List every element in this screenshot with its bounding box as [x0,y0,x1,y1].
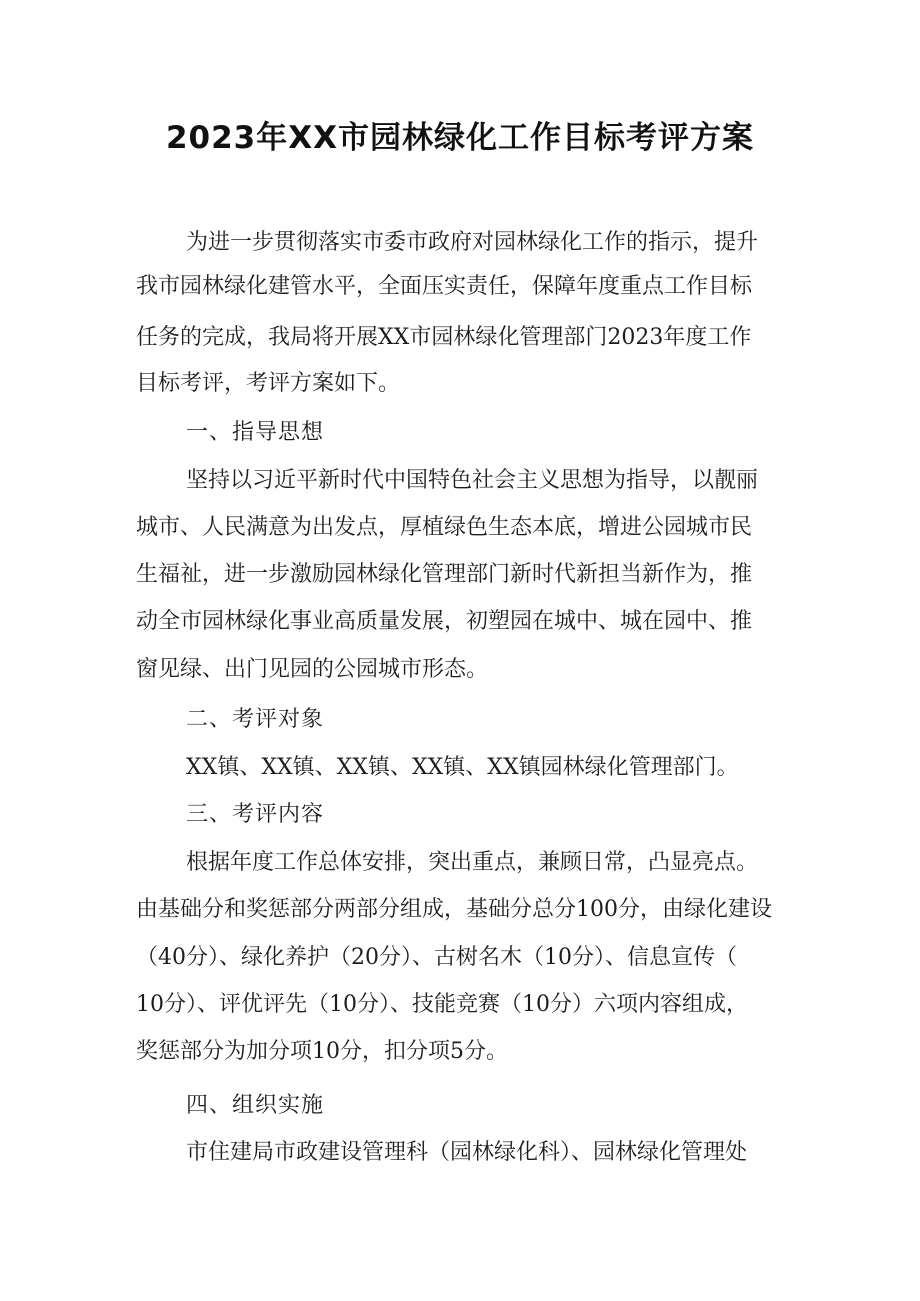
paragraph-line: 城市、人民满意为出发点，厚植绿色生态本底，增进公园城市民 [136,515,753,540]
paragraph-line: 我市园林绿化建管水平，全面压实责任，保障年度重点工作目标 [136,274,753,299]
paragraph-line: 10分）、评优评先（10分）、技能竞赛（10分）六项内容组成， [136,992,748,1017]
section-heading: 四、组织实施 [186,1093,325,1118]
paragraph-line: 动全市园林绿化事业高质量发展，初塑园在城中、城在园中、推 [136,609,753,634]
paragraph-line: 坚持以习近平新时代中国特色社会主义思想为指导，以靓丽 [186,468,759,493]
paragraph-line: 奖惩部分为加分项10分，扣分项5分。 [136,1039,508,1064]
document-title: 2023年XX市园林绿化工作目标考评方案 [165,120,755,156]
section-heading: 三、考评内容 [186,802,325,827]
section-heading: 二、考评对象 [186,707,325,732]
paragraph-line: （40分）、绿化养护（20分）、古树名木（10分）、信息宣传（ [136,945,737,970]
paragraph-line: 目标考评，考评方案如下。 [136,371,401,396]
paragraph-line: 窗见绿、出门见园的公园城市形态。 [136,657,489,682]
paragraph-line: 生福祉，进一步激励园林绿化管理部门新时代新担当新作为，推 [136,562,753,587]
paragraph-line: 根据年度工作总体安排，突出重点，兼顾日常，凸显亮点。 [186,850,759,875]
paragraph-line: 市住建局市政建设管理科（园林绿化科）、园林绿化管理处 [186,1140,748,1165]
paragraph-line: 由基础分和奖惩部分两部分组成，基础分总分100分，由绿化建设 [136,897,772,922]
section-heading: 一、指导思想 [186,420,325,445]
paragraph-line: XX镇、XX镇、XX镇、XX镇、XX镇园林绿化管理部门。 [186,755,739,780]
paragraph-line: 为进一步贯彻落实市委市政府对园林绿化工作的指示，提升 [186,230,759,255]
paragraph-line: 任务的完成，我局将开展XX市园林绿化管理部门2023年度工作 [136,325,752,350]
